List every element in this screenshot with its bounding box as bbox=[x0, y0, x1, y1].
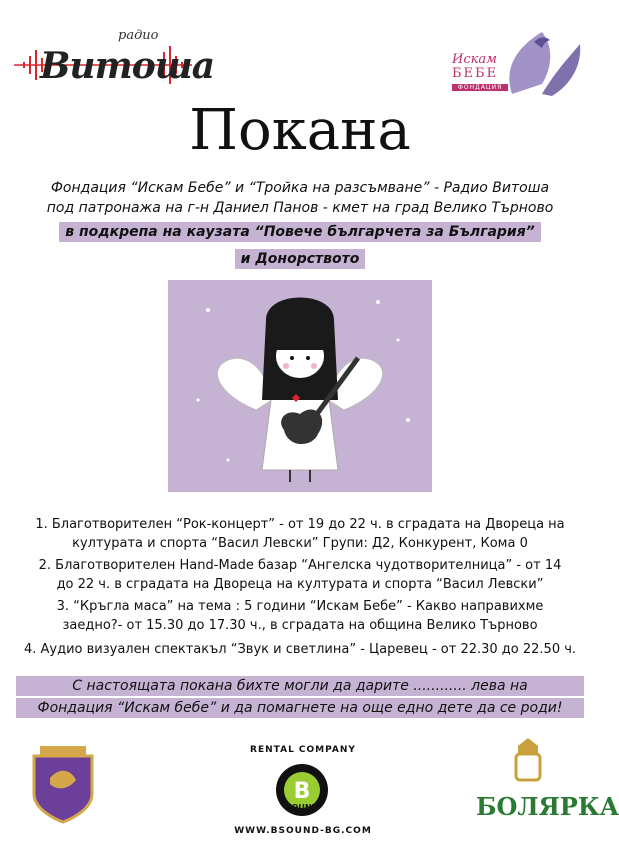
foundation-logo-text-3: ФОНДАЦИЯ bbox=[452, 84, 508, 91]
rental-company-label: RENTAL COMPANY bbox=[250, 745, 356, 755]
intro-line-1: Фондация “Искам Бебе” и “Тройка на разсъмване” - Радио Витоша bbox=[50, 180, 550, 196]
invitation-title: Покана bbox=[189, 98, 411, 163]
bsound-logo bbox=[262, 760, 342, 822]
bsound-label: SOUND bbox=[285, 803, 319, 812]
boliarka-crest-logo bbox=[508, 736, 548, 788]
donorship-highlight: и Донорството bbox=[235, 249, 366, 269]
angel-girl-with-guitar-image bbox=[168, 280, 432, 492]
foundation-logo-text-2: БЕБЕ bbox=[452, 66, 499, 81]
intro-line-2: под патронажа на г-н Даниел Панов - кмет на град Велико Търново bbox=[46, 200, 554, 216]
radio-name-logo-text: Витоша bbox=[40, 45, 215, 87]
foundation-logo-text-1: Искам bbox=[452, 52, 497, 67]
veliko-tarnovo-coat-of-arms-logo bbox=[30, 738, 96, 824]
closing-line-2: Фондация “Искам бебе” и да помагнете на още едно дете да се роди! bbox=[16, 698, 584, 718]
radio-small-label: радио bbox=[118, 28, 159, 43]
event-item-4: 4. Аудио визуален спектакъл “Звук и светлина” - Царевец - от 22.30 до 22.50 ч. bbox=[23, 642, 577, 657]
closing-line-1: С настоящата покана бихте могли да дарите ............ лева на bbox=[16, 676, 584, 696]
bsound-website[interactable]: WWW.BSOUND-BG.COM bbox=[234, 826, 372, 836]
event-item-1: 1. Благотворителен “Рок-концерт” - от 19 до 22 ч. в сградата на Двореца на културата и спорта “Васил Левски” Групи: Д2, Конкурент, Кома 0 bbox=[35, 517, 565, 551]
angel-illustration bbox=[168, 280, 432, 492]
event-item-2: 2. Благотворителен Hand-Made базар “Ангелска чудотворителница” - от 14 до 22 ч. в сградата на Двореца на културата и спорта “Васил Левски” bbox=[38, 558, 562, 592]
svg-text:B: B bbox=[293, 779, 311, 804]
boliarka-logo-text: БОЛЯРКА bbox=[476, 792, 619, 821]
event-item-3: 3. “Кръгла маса” на тема : 5 години “Искам Бебе” - Какво направихме заедно?- от 15.30 до 17.30 ч., в сградата на община Велико Търново bbox=[56, 599, 544, 633]
cause-highlight: в подкрепа на каузата “Повече българчета за България” bbox=[59, 222, 541, 242]
